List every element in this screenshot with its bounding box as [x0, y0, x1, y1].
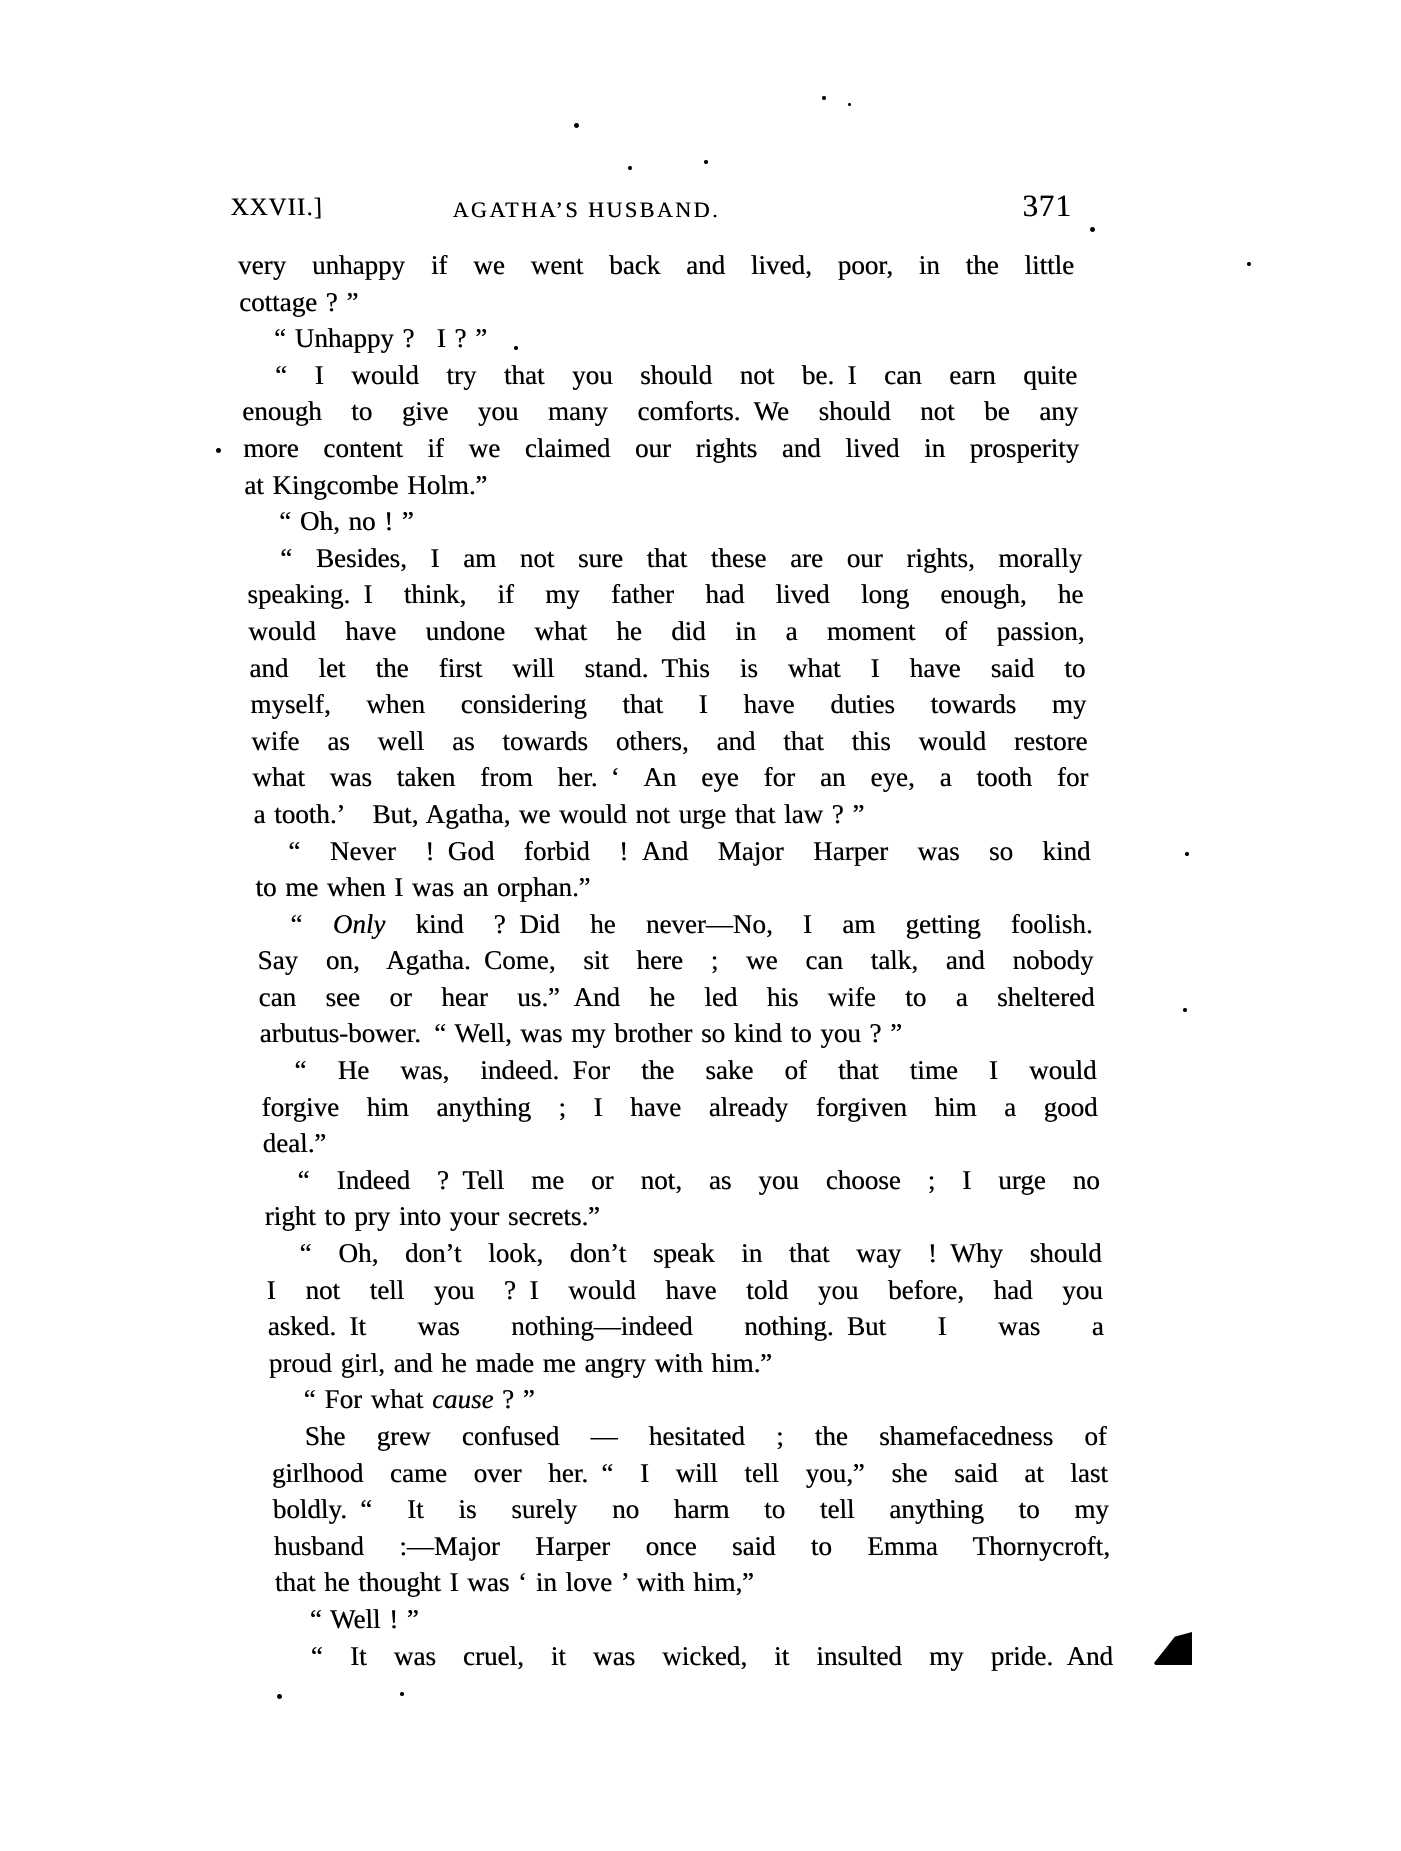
- text-line: “ He was, indeed. For the sake of that time I would: [294, 1055, 1097, 1086]
- text-line: husband :—Major Harper once said to Emma Thornycroft,: [273, 1530, 1111, 1561]
- text-line: Say on, Agatha. Come, sit here ; we can talk, and nobody: [257, 945, 1094, 976]
- text-line: girlhood came over her. “ I will tell you,” she said at last: [271, 1457, 1109, 1488]
- ink-speck: [822, 96, 826, 100]
- text-line: wife as well as towards others, and that this would restore: [250, 725, 1088, 756]
- text-line: “ Oh, no ! ”: [278, 506, 415, 537]
- text-line: I not tell you ? I would have told you before, had you: [266, 1274, 1104, 1305]
- text-line: very unhappy if we went back and lived, poor, in the little: [237, 250, 1075, 280]
- ink-speck: [1185, 852, 1189, 856]
- text-line: “ Unhappy ? I ? ”: [273, 323, 488, 354]
- text-block: [238, 247, 1114, 1674]
- text-line: enough to give you many comforts. We should not be any: [241, 396, 1079, 427]
- text-line: She grew confused — hesitated ; the shamefacedness of: [304, 1421, 1108, 1451]
- text-line: myself, when considering that I have duties towards my: [249, 689, 1087, 720]
- corner-fold-mark: [1154, 1632, 1192, 1665]
- text-line: “ For what cause ? ”: [303, 1384, 536, 1415]
- text-line: what was taken from her. ‘ An eye for an eye, a tooth for: [251, 762, 1089, 793]
- text-line: arbutus-bower. “ Well, was my brother so kind to you ? ”: [259, 1018, 903, 1049]
- text-line: more content if we claimed our rights and lived in prosperity: [242, 432, 1080, 463]
- text-line: cottage ? ”: [238, 286, 359, 317]
- ink-speck: [1247, 262, 1251, 266]
- chapter-marker: XXVII.]: [230, 194, 324, 221]
- text-line: and let the first will stand. This is what I have said to: [248, 652, 1086, 683]
- ink-speck: [1183, 1008, 1187, 1012]
- scan-block: [230, 188, 1114, 1674]
- page-header: [230, 188, 1073, 226]
- text-line: right to pry into your secrets.”: [264, 1201, 601, 1232]
- running-title: AGATHA’S HUSBAND.: [452, 197, 721, 222]
- text-line: “ Indeed ? Tell me or not, as you choose ; I urge no: [297, 1164, 1101, 1195]
- text-line: “ Oh, don’t look, don’t speak in that way ! Why should: [299, 1238, 1103, 1269]
- page-number: 371: [1021, 188, 1073, 223]
- ink-speck: [400, 1692, 404, 1696]
- text-line: forgive him anything ; I have already forgiven him a good: [261, 1091, 1098, 1122]
- ink-speck: [628, 166, 632, 170]
- ink-speck: [704, 160, 708, 164]
- text-line: “ Only kind ? Did he never—No, I am getting foolish.: [290, 908, 1093, 939]
- ink-speck: [514, 346, 518, 350]
- text-line: deal.”: [262, 1128, 327, 1159]
- ink-speck: [1090, 227, 1095, 232]
- text-line: that he thought I was ‘ in love ’ with him,”: [274, 1567, 755, 1598]
- text-line: “ I would try that you should not be. I can earn quite: [274, 359, 1078, 390]
- text-line: asked. It was nothing—indeed nothing. But I was a: [267, 1311, 1105, 1342]
- text-line: “ Never ! God forbid ! And Major Harper was so kind: [287, 835, 1091, 866]
- text-line: would have undone what he did in a moment of passion,: [247, 615, 1085, 646]
- text-line: proud girl, and he made me angry with him.”: [268, 1347, 773, 1378]
- text-line: a tooth.’ But, Agatha, we would not urge that law ? ”: [252, 798, 865, 829]
- text-line: at Kingcombe Holm.”: [243, 469, 488, 500]
- ink-speck: [848, 103, 851, 106]
- text-line: speaking. I think, if my father had lived long enough, he: [246, 579, 1084, 610]
- text-line: boldly. “ It is surely no harm to tell anything to my: [272, 1494, 1110, 1525]
- text-line: “ It was cruel, it was wicked, it insulted my pride. And: [310, 1640, 1114, 1671]
- ink-speck: [574, 123, 579, 128]
- ink-speck: [216, 448, 221, 453]
- text-line: “ Well ! ”: [309, 1603, 420, 1634]
- text-line: can see or hear us.” And he led his wife to a sheltered: [258, 981, 1095, 1012]
- text-line: to me when I was an orphan.”: [254, 872, 591, 903]
- text-line: “ Besides, I am not sure that these are our rights, morally: [279, 542, 1083, 573]
- ink-speck: [277, 1694, 282, 1699]
